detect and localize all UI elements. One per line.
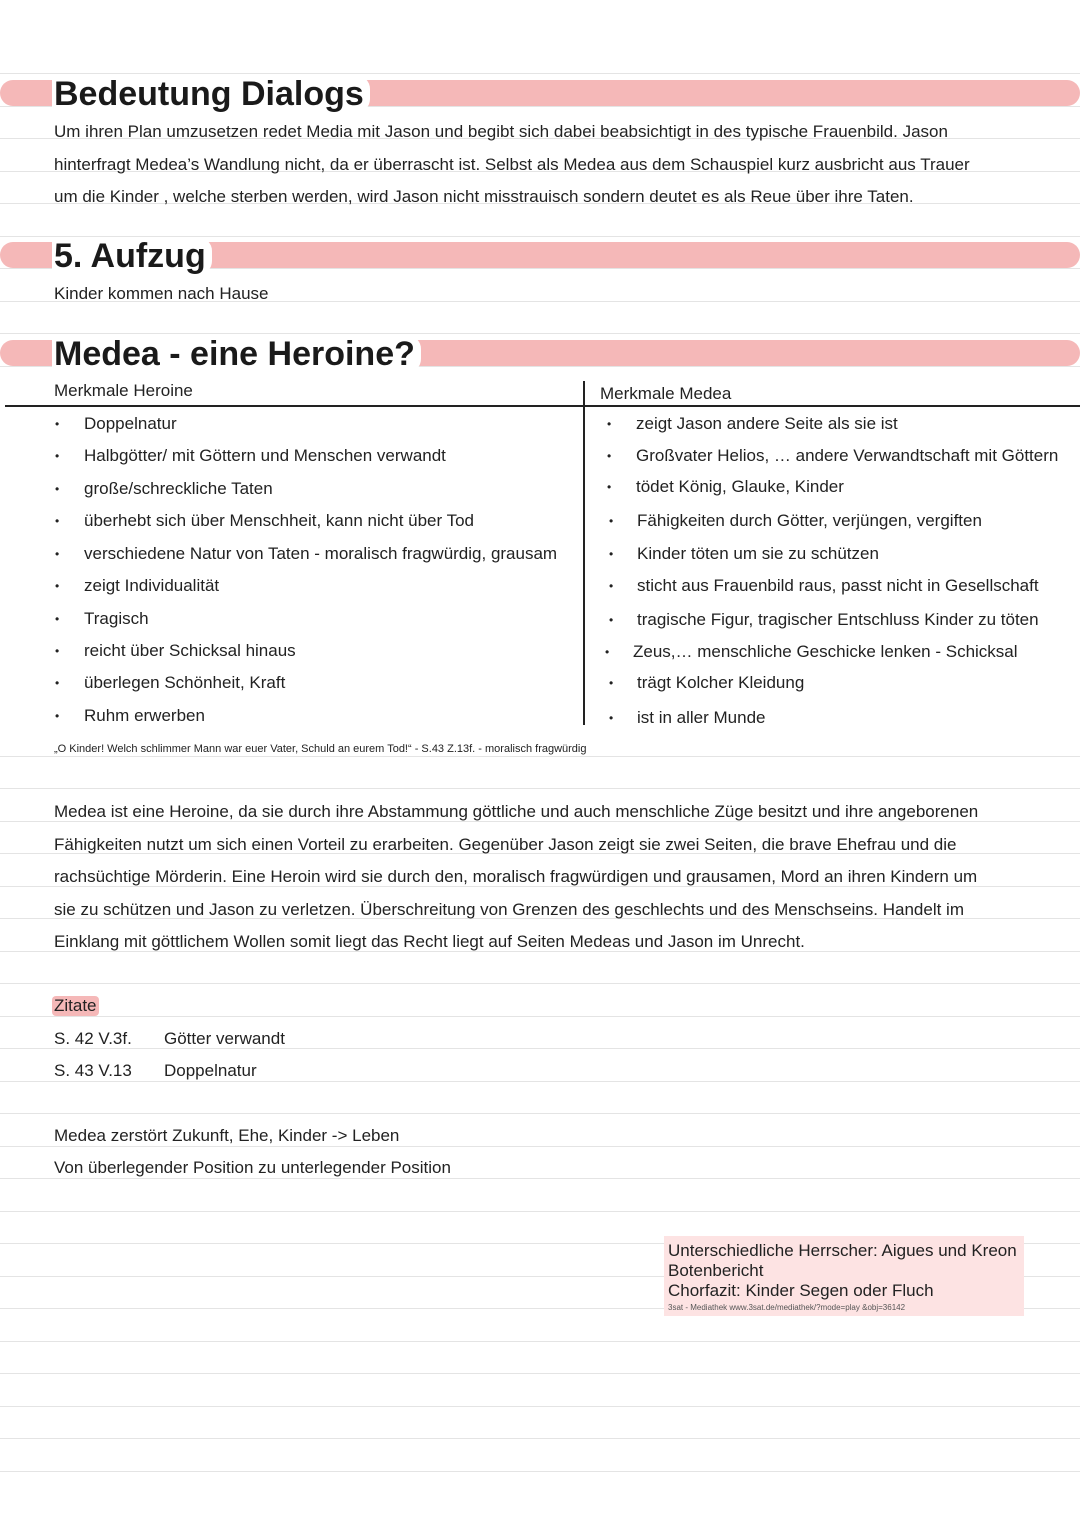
act5-text: Kinder kommen nach Hause: [54, 284, 269, 303]
bullet: •: [609, 547, 614, 561]
bullet: •: [55, 514, 60, 528]
dialog-line: hinterfragt Medea’s Wandlung nicht, da er überrascht ist. Selbst als Medea aus dem Schauspiel kurz ausbricht aus Trauer: [54, 154, 970, 174]
summary-line: Von überlegender Position zu unterlegender Position: [54, 1158, 451, 1177]
section-heading-heroine: Medea - eine Heroine?: [52, 335, 421, 373]
column-header-heroine: Merkmale Heroine: [54, 381, 193, 400]
quote-ref: S. 43 V.13: [54, 1061, 132, 1080]
quote-row: [54, 1029, 285, 1049]
bullet: •: [607, 480, 612, 494]
quote-text: Götter verwandt: [164, 1029, 285, 1048]
quote-note: „O Kinder! Welch schlimmer Mann war euer Vater, Schuld an eurem Tod!“ - S.43 Z.13f. - moralisch fragwürdig: [54, 743, 587, 755]
bullet: •: [609, 613, 614, 627]
dialog-line: Um ihren Plan umzusetzen redet Media mit Jason und begibt sich dabei beabsichtigt in des typische Frauenbild. Jason: [54, 122, 948, 141]
bullet: •: [55, 449, 60, 463]
conclusion-line: Medea ist eine Heroine, da sie durch ihre Abstammung göttliche und auch menschliche Züge besitzt und ihre angeborenen: [54, 802, 979, 821]
quote-row: [54, 1061, 257, 1081]
conclusion-line: sie zu schützen und Jason zu verletzen. Überschreitung von Grenzen des geschlechts und des Menschseins. Handelt im: [54, 899, 964, 919]
note-line: Botenbericht: [668, 1261, 764, 1280]
bullet: •: [55, 612, 60, 626]
bullet: •: [609, 676, 614, 690]
table-column-divider: [583, 381, 585, 725]
conclusion-line: Einklang mit göttlichem Wollen somit liegt das Recht liegt auf Seiten Medeas und Jason im Unrecht.: [54, 932, 805, 951]
bullet: •: [55, 417, 60, 431]
bullet: •: [55, 676, 60, 690]
table-header-divider: [5, 405, 1080, 407]
bullet: •: [55, 547, 60, 561]
note-box: [664, 1236, 1024, 1316]
section-heading-dialog: Bedeutung Dialogs: [52, 75, 370, 113]
section-heading-act5: 5. Aufzug: [52, 237, 212, 275]
bullet: •: [609, 711, 614, 725]
bullet: •: [609, 514, 614, 528]
column-header-medea: Merkmale Medea: [600, 384, 732, 403]
note-line: Unterschiedliche Herrscher: Aigues und Kreon: [668, 1241, 1017, 1260]
bullet: •: [607, 449, 612, 463]
quote-ref: S. 42 V.3f.: [54, 1029, 132, 1048]
bullet: •: [605, 645, 610, 659]
quotes-heading: Zitate: [54, 996, 97, 1015]
bullet: •: [55, 482, 60, 496]
bullet: •: [55, 709, 60, 723]
dialog-paragraph: [54, 116, 1044, 214]
conclusion-line: rachsüchtige Mörderin. Eine Heroin wird sie durch den, moralisch fragwürdigen und grausamen, Mord an ihren Kindern um: [54, 867, 978, 886]
bullet: •: [55, 644, 60, 658]
note-source: 3sat - Mediathek www.3sat.de/mediathek/?mode=play &obj=36142: [668, 1303, 906, 1312]
bullet: •: [55, 579, 60, 593]
quote-text: Doppelnatur: [164, 1061, 257, 1080]
bullet: •: [609, 579, 614, 593]
note-line: Chorfazit: Kinder Segen oder Fluch: [668, 1281, 934, 1300]
summary-line: Medea zerstört Zukunft, Ehe, Kinder -> Leben: [54, 1126, 400, 1145]
dialog-line: um die Kinder , welche sterben werden, wird Jason nicht misstrauisch sondern deutet es als Reue über ihre Taten.: [54, 187, 914, 206]
conclusion-line: Fähigkeiten nutzt um sich einen Vorteil zu erarbeiten. Gegenüber Jason zeigt sie zwei Seiten, die brave Ehefrau und die: [54, 834, 957, 854]
bullet: •: [607, 417, 612, 431]
conclusion-paragraph: [54, 796, 1044, 959]
